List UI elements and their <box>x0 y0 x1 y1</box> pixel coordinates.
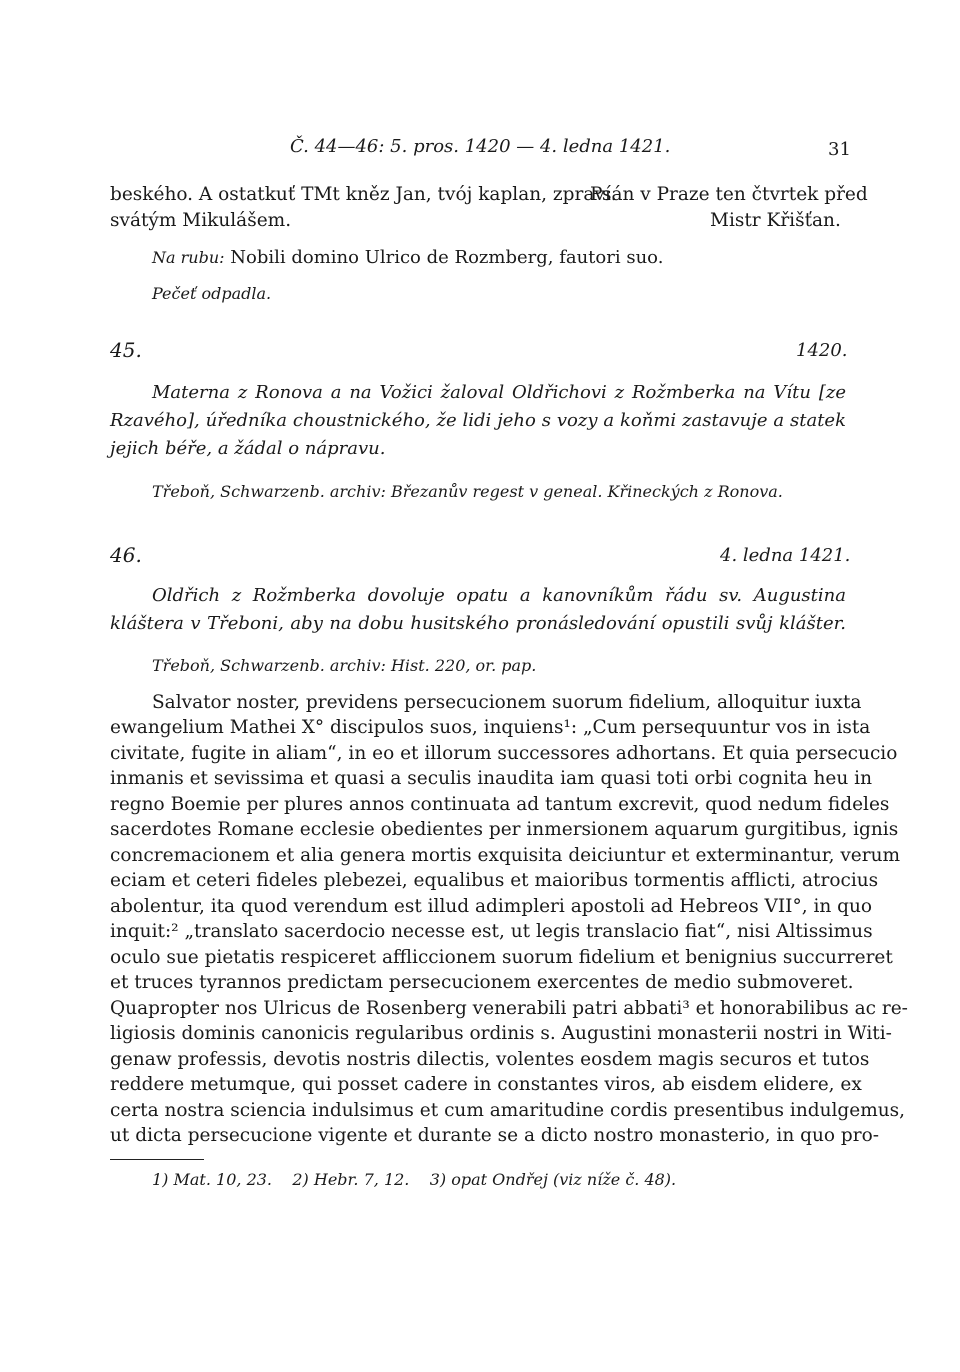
entry45-regest-line: Materna z Ronova a na Vožici žaloval Oldřichovi z Rožmberka na Vítu [ze <box>152 382 846 403</box>
text-line: civitate, fugite in aliam“, in eo et illorum successores adhortans. Et quia persecucio <box>110 743 898 764</box>
text-line: ewangelium Mathei X° discipulos suos, inquiens¹: „Cum persequuntur vos in ista <box>110 717 871 738</box>
footnote-divider <box>110 1159 204 1160</box>
verso-text: Nobili domino Ulrico de Rozmberg, fautori suo. <box>230 247 664 268</box>
entry44-signature: Mistr Křišťan. <box>710 210 841 231</box>
footnotes: 1) Mat. 10, 23. 2) Hebr. 7, 12. 3) opat Ondřej (viz níže č. 48). <box>152 1170 677 1189</box>
text-line: sacerdotes Romane ecclesie obedientes per inmersionem aquarum gurgitibus, ignis <box>110 819 899 840</box>
entry44-line1-right: Psán v Praze ten čtvrtek před <box>590 184 868 205</box>
entry46-regest-line: kláštera v Třeboni, aby na dobu husitského pronásledování opustili svůj klášter. <box>110 613 846 634</box>
entry45-source: Třeboň, Schwarzenb. archiv: Březanův regest v geneal. Křineckých z Ronova. <box>152 482 783 501</box>
text-line: ligiosis dominis canonicis regularibus ordinis s. Augustini monasterii nostri in Witi- <box>110 1023 892 1044</box>
text-line: ut dicta persecucione vigente et durante se a dicto nostro monasterio, in quo pro- <box>110 1125 879 1146</box>
entry45-number: 45. <box>110 338 142 362</box>
running-title: Č. 44—46: 5. pros. 1420 — 4. ledna 1421. <box>290 136 671 157</box>
text-line: eciam et ceteri fideles plebezei, equalibus et maioribus tormentis afflicti, atrocius <box>110 870 879 891</box>
text-line: oculo sue pietatis respiceret affliccionem suorum fidelium et benignius succurreret <box>110 947 893 968</box>
entry46-source: Třeboň, Schwarzenb. archiv: Hist. 220, or. pap. <box>152 656 537 675</box>
text-line: inquit:² „translato sacerdocio necesse est, ut legis translacio fiat“, nisi Altissimus <box>110 921 873 942</box>
page-number: 31 <box>828 139 851 160</box>
entry45-regest-line: jejich béře, a žádal o nápravu. <box>110 438 386 459</box>
text-line: genaw professis, devotis nostris dilectis, volentes eosdem magis securos et tutos <box>110 1049 870 1070</box>
entry46-regest-line: Oldřich z Rožmberka dovoluje opatu a kanovníkům řádu sv. Augustina <box>152 585 846 606</box>
text-line: reddere metumque, qui posset cadere in constantes viros, ab eisdem elidere, ex <box>110 1074 862 1095</box>
text-line: regno Boemie per plures annos continuata ad tantum excrevit, quod nedum fideles <box>110 794 890 815</box>
text-line: Quapropter nos Ulricus de Rosenberg venerabili patri abbati³ et honorabilibus ac re- <box>110 998 908 1019</box>
verso-note <box>152 247 663 268</box>
text-line: concremacionem et alia genera mortis exquisita deiciuntur et exterminantur, verum <box>110 845 901 866</box>
text-line: et truces tyrannos predictam persecucionem exercentes de medio submoveret. <box>110 972 854 993</box>
seal-note: Pečeť odpadla. <box>152 284 272 303</box>
entry45-date: 1420. <box>796 340 848 361</box>
entry45-regest-line: Rzavého], úředníka choustnického, že lidi jeho s vozy a koňmi zastavuje a statek <box>110 410 846 431</box>
text-line: abolentur, ita quod verendum est illud adimpleri apostoli ad Hebreos VII°, in quo <box>110 896 873 917</box>
entry44-line1-left: beského. A ostatkuť TMt kněz Jan, tvój kaplan, zpraví. <box>110 184 617 205</box>
entry46-date: 4. ledna 1421. <box>720 545 851 566</box>
verso-label: Na rubu: <box>152 248 225 267</box>
text-line: inmanis et sevissima et quasi a seculis inaudita iam quasi toti orbi cognita heu in <box>110 768 872 789</box>
text-line: certa nostra sciencia indulsimus et cum amaritudine cordis presentibus indulgemus, <box>110 1100 906 1121</box>
entry46-number: 46. <box>110 543 142 567</box>
text-line: Salvator noster, previdens persecucionem suorum fidelium, alloquitur iuxta <box>152 692 862 713</box>
entry44-line2-left: svátým Mikulášem. <box>110 210 292 231</box>
